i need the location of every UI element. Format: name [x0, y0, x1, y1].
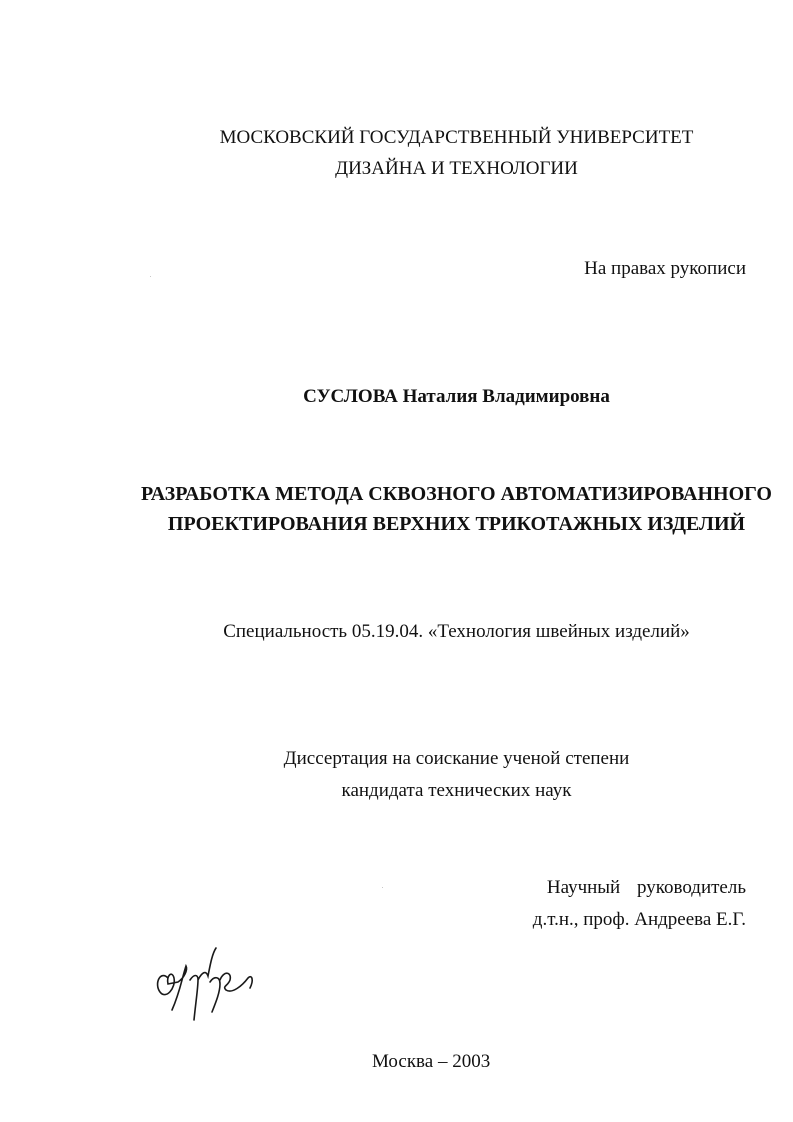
scan-speck: [382, 887, 383, 888]
university-name-line-1: МОСКОВСКИЙ ГОСУДАРСТВЕННЫЙ УНИВЕРСИТЕТ: [219, 127, 694, 148]
university-name-line-2: ДИЗАЙНА И ТЕХНОЛОГИИ: [335, 158, 578, 179]
degree-line-1: Диссертация на соискание ученой степени: [283, 748, 630, 769]
dissertation-title-line-2: ПРОЕКТИРОВАНИЯ ВЕРХНИХ ТРИКОТАЖНЫХ ИЗДЕЛИЙ: [167, 513, 746, 535]
handwritten-signature: [150, 940, 270, 1025]
degree-line-2: кандидата технических наук: [341, 780, 572, 801]
advisor-role: Научный руководитель: [546, 877, 746, 898]
advisor-name: д.т.н., проф. Андреева Е.Г.: [532, 909, 746, 930]
scan-speck: [150, 276, 151, 277]
specialty-line: Специальность 05.19.04. «Технология швейных изделий»: [223, 621, 690, 642]
place-and-year: Москва – 2003: [372, 1051, 491, 1072]
author-name: СУСЛОВА Наталия Владимировна: [303, 386, 610, 407]
dissertation-title-line-1: РАЗРАБОТКА МЕТОДА СКВОЗНОГО АВТОМАТИЗИРОВАННОГО: [141, 483, 772, 505]
rights-note: На правах рукописи: [584, 258, 746, 279]
